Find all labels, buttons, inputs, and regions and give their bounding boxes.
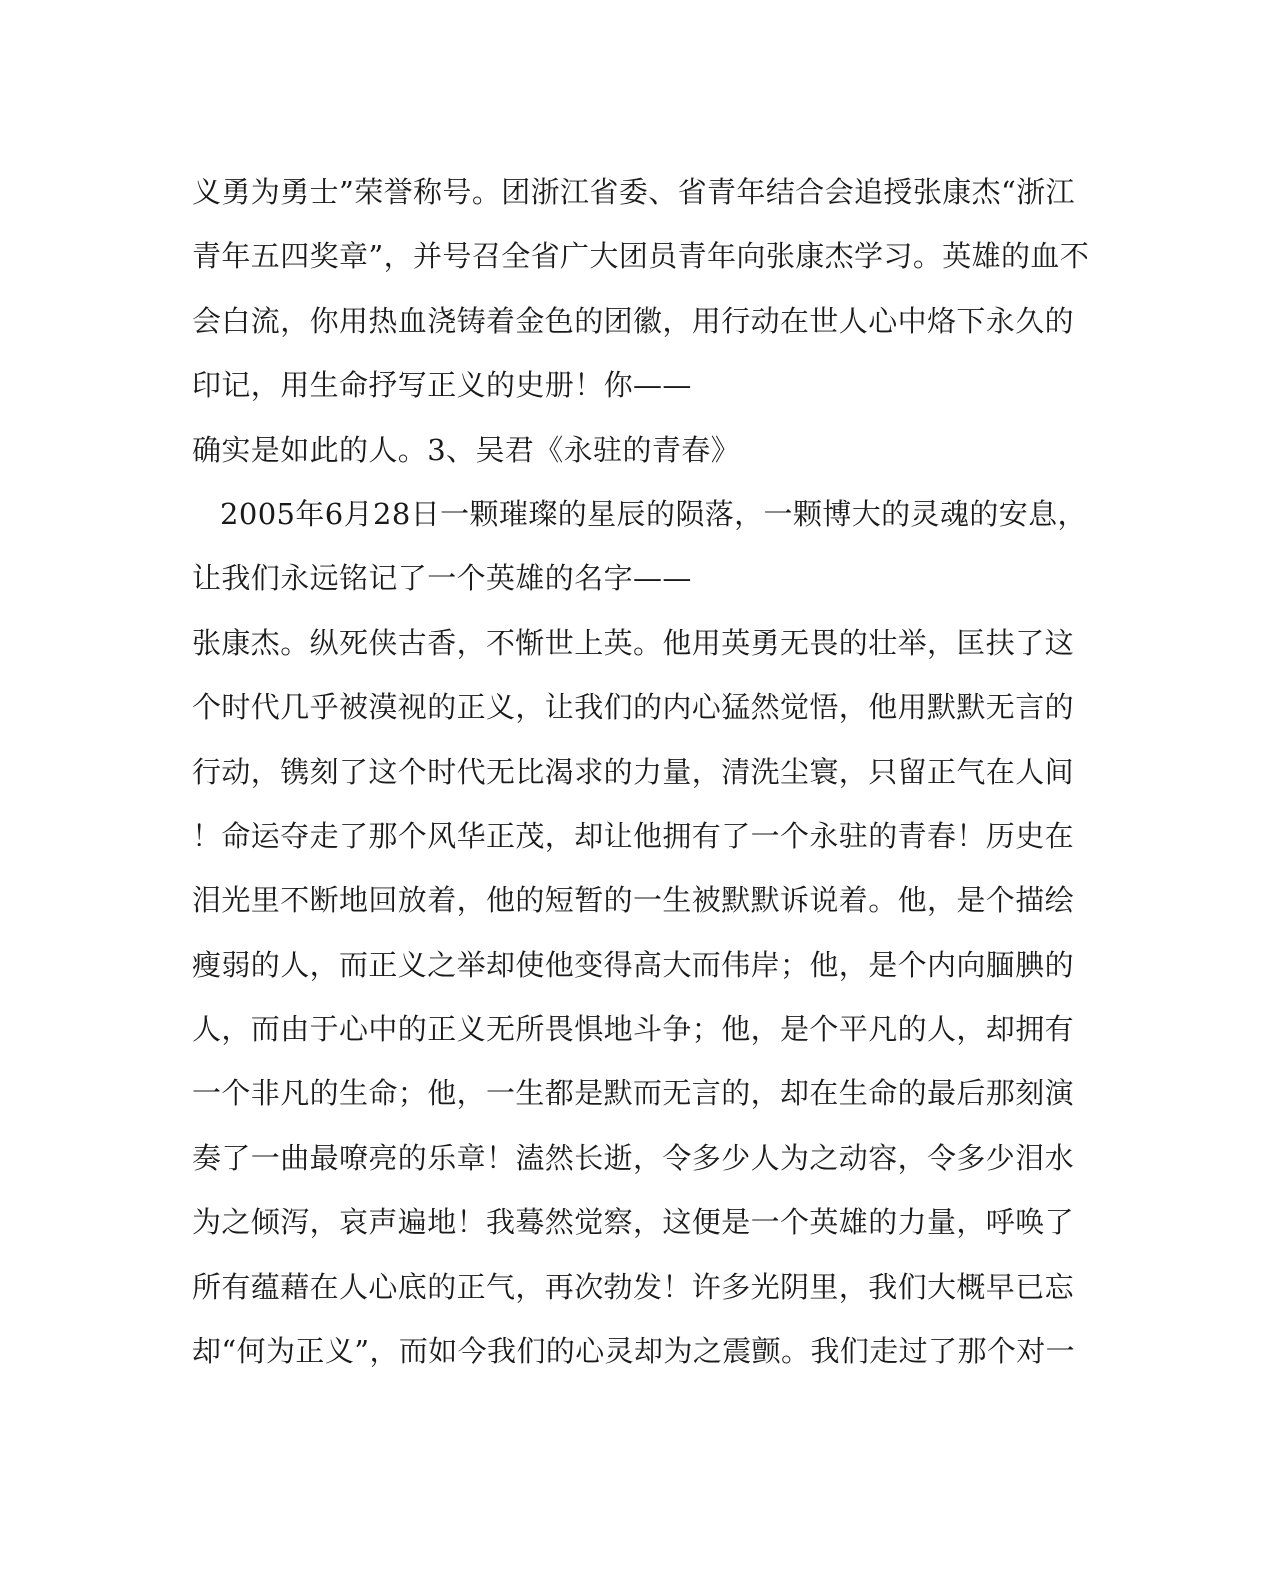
text-line: 一个非凡的生命；他，一生都是默而无言的，却在生命的最后那刻演 [192,1076,1075,1111]
text-line: 奏了一曲最嘹亮的乐章！溘然长逝，令多少人为之动容，令多少泪水 [192,1140,1075,1175]
text-line: 会白流，你用热血浇铸着金色的团徽，用行动在世人心中烙下永久的 [192,303,1075,338]
text-line: 让我们永远铭记了一个英雄的名字—— [192,561,692,596]
text-line: 义勇为勇士”荣誉称号。团浙江省委、省青年结合会追授张康杰“浙江 [192,175,1076,209]
text-line: 2005年6月28日一颗璀璨的星辰的陨落，一颗博大的灵魂的安息， [220,496,1087,531]
text-line: 所有蕴藉在人心底的正气，再次勃发！许多光阴里，我们大概早已忘 [192,1269,1075,1304]
text-line: 张康杰。纵死侠古香，不惭世上英。他用英勇无畏的壮举，匡扶了这 [192,625,1075,660]
text-line: 确实是如此的人。3、吴君《永驻的青春》 [192,432,741,467]
text-line: 青年五四奖章”，并号召全省广大团员青年向张康杰学习。英雄的血不 [192,239,1090,274]
text-line: ！命运夺走了那个风华正茂，却让他拥有了一个永驻的青春！历史在 [192,818,1075,853]
text-line: 行动，镌刻了这个时代无比渴求的力量，清洗尘寰，只留正气在人间 [192,754,1075,789]
text-line: 瘦弱的人，而正义之举却使他变得高大而伟岸；他，是个内向腼腆的 [192,947,1075,982]
text-line: 个时代几乎被漠视的正义，让我们的内心猛然觉悟，他用默默无言的 [192,690,1075,725]
text-line: 泪光里不断地回放着，他的短暂的一生被默默诉说着。他，是个描绘 [192,883,1075,918]
text-line: 人，而由于心中的正义无所畏惧地斗争；他，是个平凡的人，却拥有 [192,1012,1075,1047]
text-line: 为之倾泻，哀声遍地！我蓦然觉察，这便是一个英雄的力量，呼唤了 [192,1205,1075,1240]
text-line: 印记，用生命抒写正义的史册！你—— [192,368,692,403]
body-text [192,160,1092,1383]
text-line: 却“何为正义”，而如今我们的心灵却为之震颤。我们走过了那个对一 [192,1334,1076,1369]
